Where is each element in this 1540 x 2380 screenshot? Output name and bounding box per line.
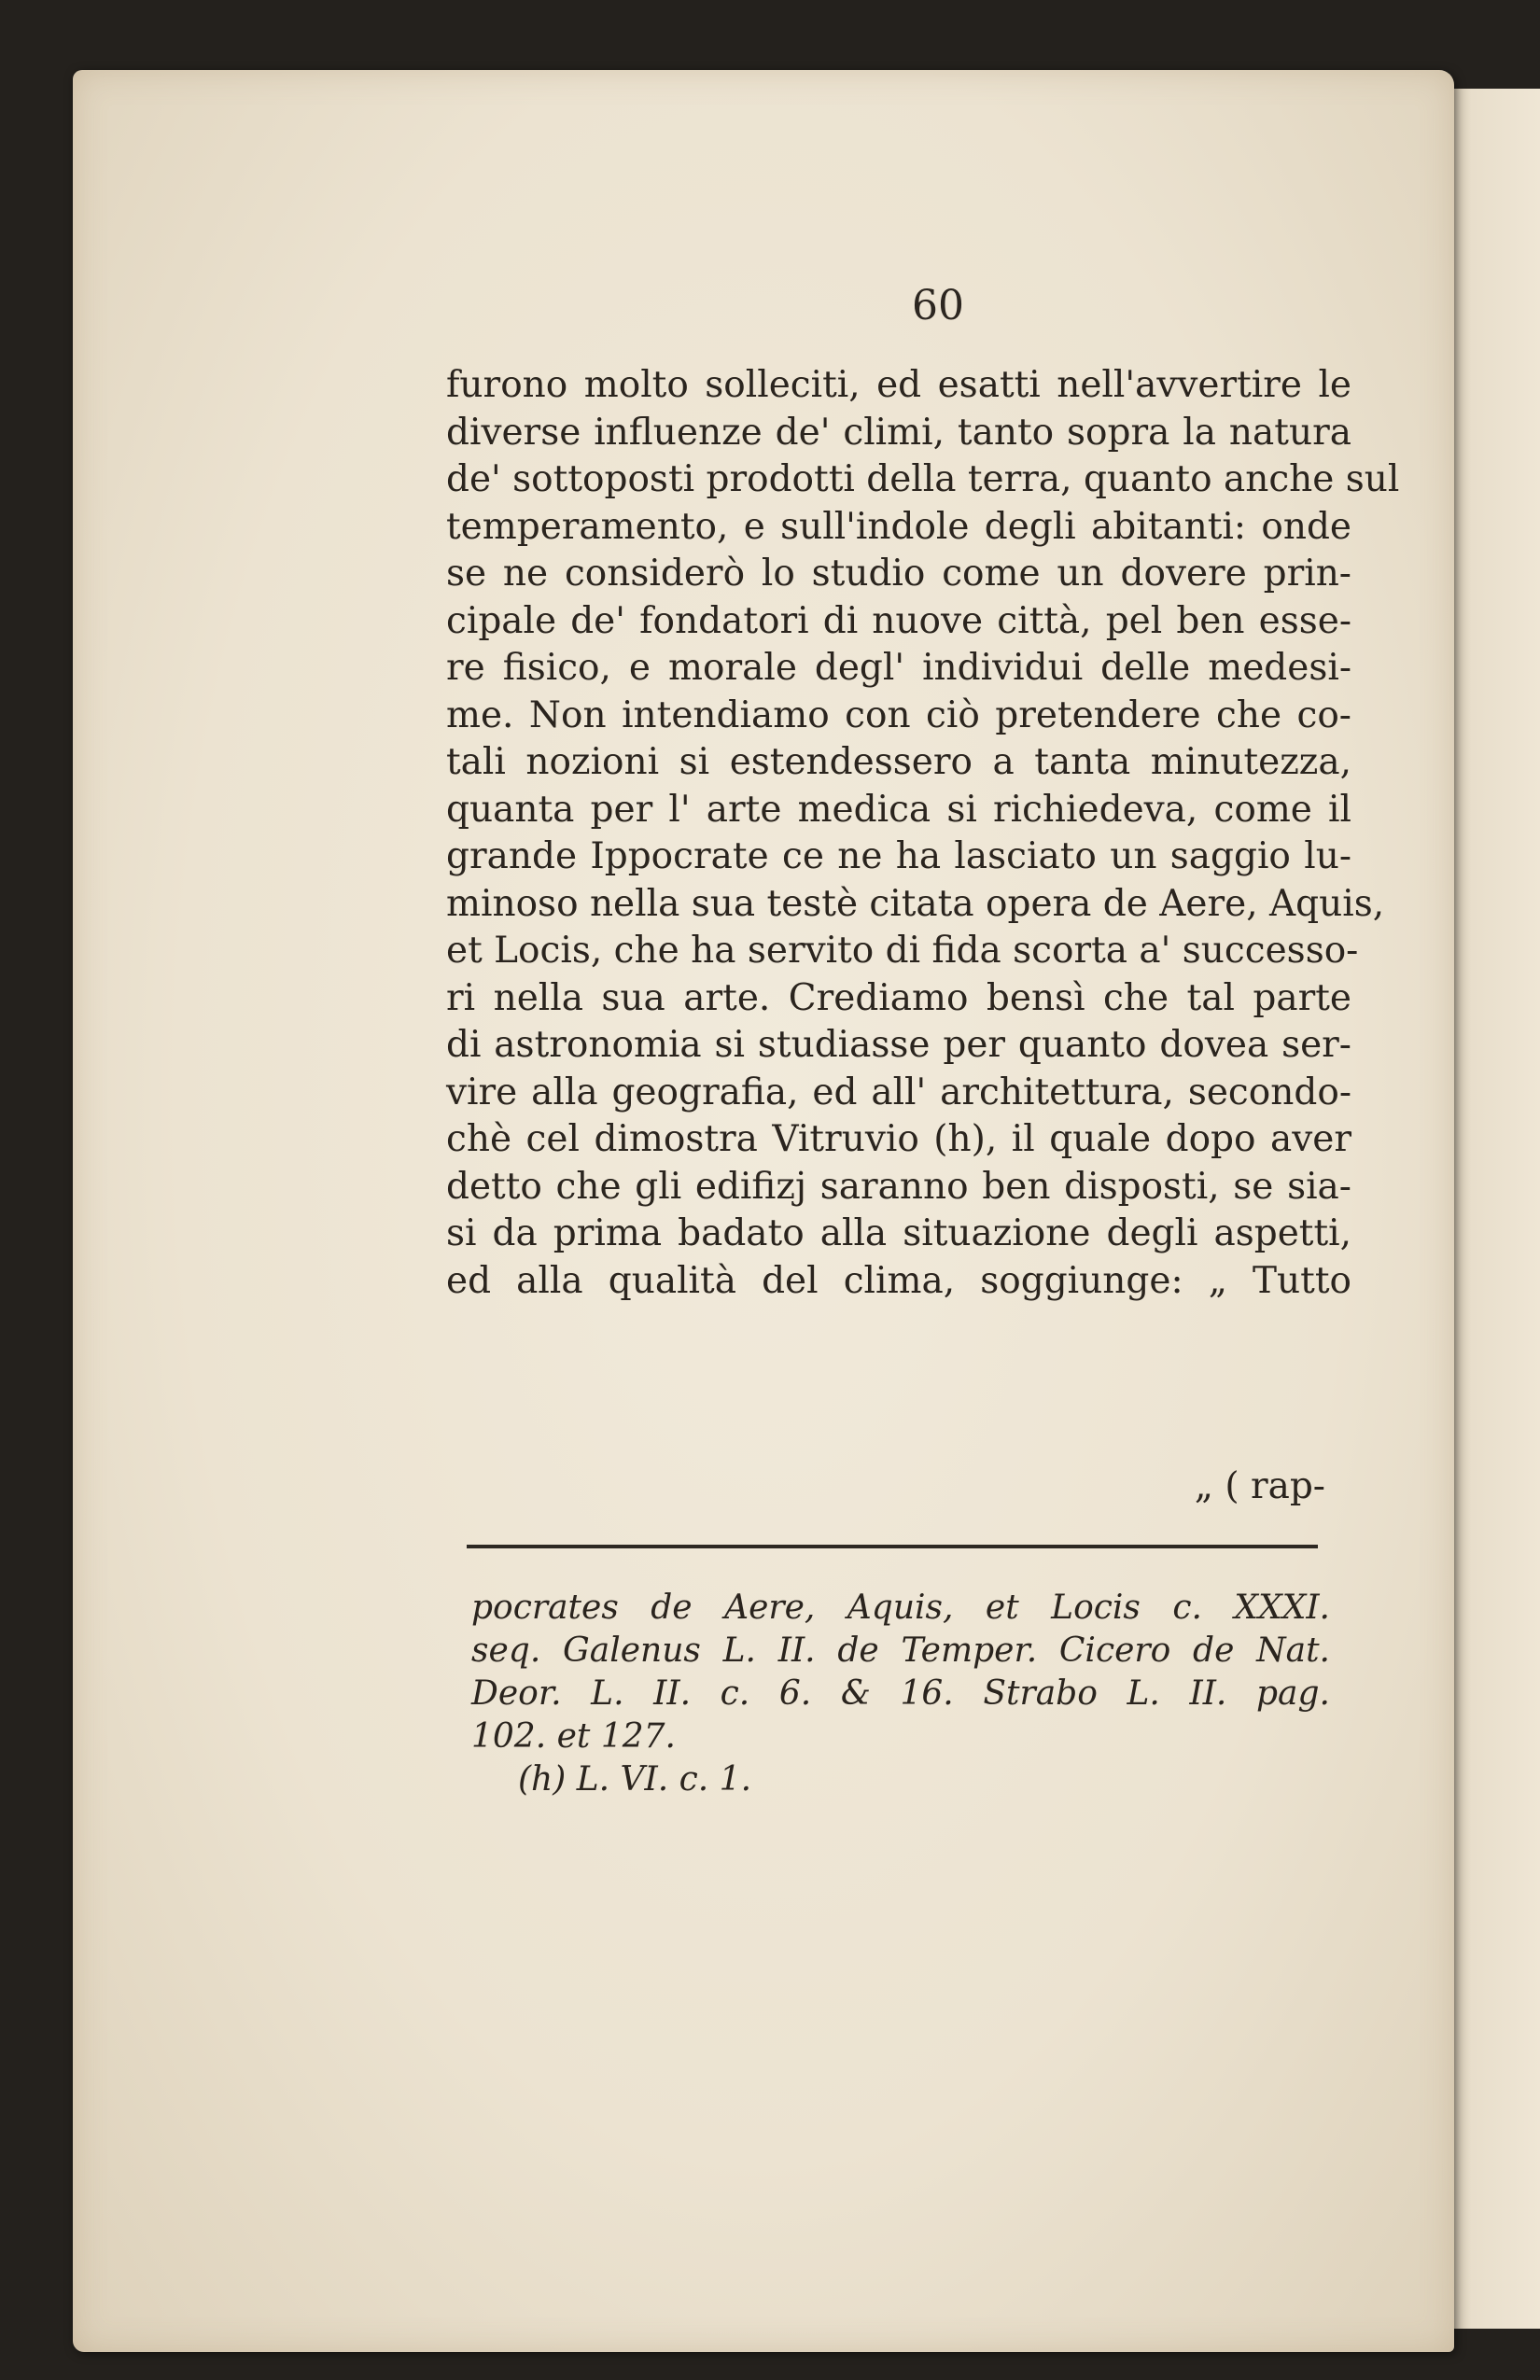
- text-line: me. Non intendiamo con ciò pretendere che co-: [446, 693, 1351, 736]
- footnote-line: Deor. L. II. c. 6. & 16. Strabo L. II. pag.: [471, 1674, 1330, 1713]
- footnote-line: pocrates de Aere, Aquis, et Locis c. XXXI.: [471, 1589, 1330, 1627]
- adjacent-page-edge: [1442, 89, 1540, 2329]
- footnote-line: 102. et 127.: [471, 1717, 676, 1756]
- footnotes: [471, 1587, 1330, 1801]
- text-line: temperamento, e sull'indole degli abitanti: onde: [446, 505, 1351, 548]
- footnote-line: seq. Galenus L. II. de Temper. Cicero de Nat.: [471, 1631, 1330, 1670]
- text-line: ed alla qualità del clima, soggiunge: „ Tutto: [446, 1259, 1351, 1302]
- text-line: se ne considerò lo studio come un dovere prin-: [446, 553, 1351, 595]
- text-line: tali nozioni si estendessero a tanta minutezza,: [446, 741, 1351, 783]
- text-line: vire alla geografia, ed all' architettura, secondo-: [446, 1071, 1351, 1113]
- text-line: ri nella sua arte. Crediamo bensì che tal parte: [446, 976, 1351, 1019]
- footnote-separator-rule: [467, 1545, 1318, 1548]
- text-line: chè cel dimostra Vitruvio (h), il quale dopo aver: [446, 1118, 1351, 1160]
- text-line: diverse influenze de' climi, tanto sopra la natura: [446, 411, 1351, 454]
- text-line: minoso nella sua testè citata opera de Aere, Aquis,: [446, 882, 1385, 925]
- text-line: re fisico, e morale degl' individui delle medesi-: [446, 647, 1351, 689]
- text-line: di astronomia si studiasse per quanto dovea ser-: [446, 1024, 1351, 1066]
- footnote-line: (h) L. VI. c. 1.: [518, 1760, 752, 1799]
- text-line: cipale de' fondatori di nuove città, pel ben esse-: [446, 599, 1351, 642]
- text-line: quanta per l' arte medica si richiedeva, come il: [446, 788, 1351, 831]
- text-line: detto che gli edifizj saranno ben disposti, se sia-: [446, 1165, 1351, 1208]
- text-line: de' sottoposti prodotti della terra, quanto anche sul: [446, 458, 1400, 500]
- page-number: 60: [912, 282, 964, 329]
- text-line: grande Ippocrate ce ne ha lasciato un saggio lu-: [446, 835, 1351, 877]
- main-text: [446, 362, 1400, 1305]
- text-line: et Locis, che ha servito di fida scorta a' successo-: [446, 930, 1359, 972]
- catchword: „ ( rap-: [1194, 1465, 1325, 1507]
- text-line: si da prima badato alla situazione degli aspetti,: [446, 1212, 1351, 1254]
- text-line: furono molto solleciti, ed esatti nell'avvertire le: [446, 364, 1351, 406]
